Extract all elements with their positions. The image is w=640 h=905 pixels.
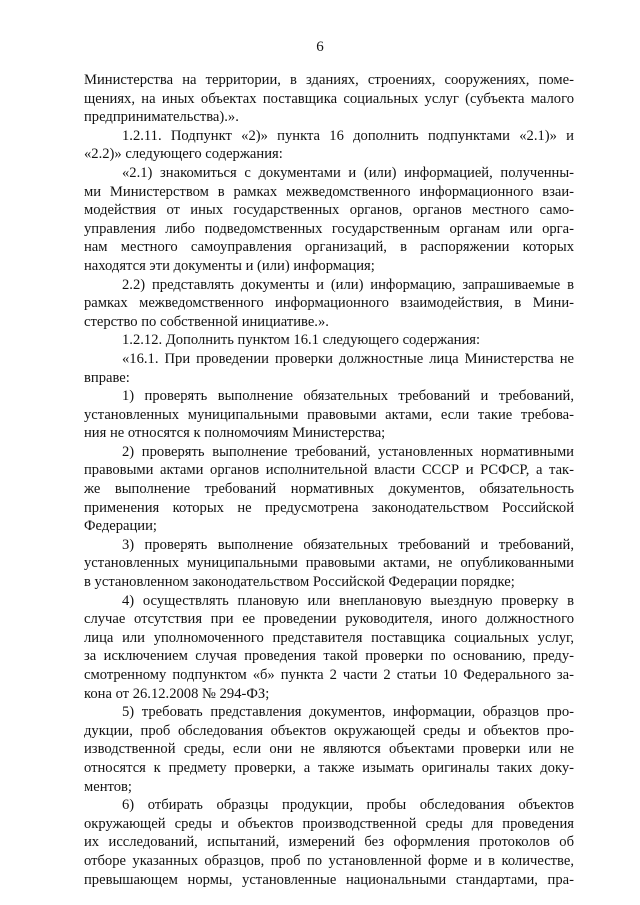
text-line: ния не относятся к полномочиям Министерства; (84, 425, 386, 442)
text-line: в установленном законодательством Российской Федерации порядке; (84, 574, 515, 591)
text-line: рамках межведомственного информационного взаимодействия, в Мини- (84, 295, 574, 312)
text-line: лица или уполномоченного представителя поставщика социальных услуг, (84, 629, 574, 646)
text-line: предпринимательства).». (84, 109, 239, 126)
text-line: же выполнение требований нормативных документов, обязательность (84, 481, 574, 498)
text-line: управления либо подведомственных государственным органам или орга- (84, 220, 574, 237)
text-line: ми Министерством в рамках межведомственного информационного взаи- (84, 183, 574, 200)
text-line: смотренному подпунктом «б» пункта 2 части 2 статьи 10 Федерального за- (84, 667, 574, 683)
text-line: «2.1) знакомиться с документами и (или) информацией, полученны- (122, 164, 574, 181)
text-line: 4) осуществлять плановую или внеплановую выездную проверку в (122, 592, 574, 609)
text-line: 2) проверять выполнение требований, установленных нормативными (122, 443, 574, 460)
text-line: щениях, на иных объектах поставщика социальных услуг (субъекта малого (84, 90, 574, 107)
text-line: кона от 26.12.2008 № 294-ФЗ; (84, 685, 270, 702)
text-line: дукции, проб обследования объектов окружающей среды и объектов про- (84, 722, 574, 739)
text-line: 5) требовать представления документов, информации, образцов про- (122, 704, 574, 721)
body-text (84, 71, 574, 889)
page-number: 6 (316, 39, 324, 55)
text-line: модействия от иных государственных органов, органов местного само- (84, 202, 574, 219)
text-line: 1.2.12. Дополнить пунктом 16.1 следующего содержания: (122, 332, 481, 349)
text-line: установленных муниципальными правовыми актами, не опубликованными (84, 555, 574, 572)
text-line: находятся эти документы и (или) информация; (84, 257, 375, 274)
text-line: Федерации; (84, 518, 157, 535)
text-line: их исследований, испытаний, измерений без оформления протоколов об (84, 834, 574, 851)
text-line: 6) отбирать образцы продукции, пробы обследования объектов (122, 797, 574, 814)
text-line: вправе: (84, 369, 130, 386)
text-line: стерство по собственной инициативе.». (84, 313, 329, 330)
text-line: относятся к предмету проверки, а также изымать оригиналы таких доку- (84, 759, 574, 776)
text-line: окружающей среды и объектов производственной среды для проведения (84, 815, 574, 832)
text-line: 2.2) представлять документы и (или) информацию, запрашиваемые в (122, 276, 574, 293)
text-line: «16.1. При проведении проверки должностные лица Министерства не (122, 350, 574, 367)
text-line: нам местного самоуправления организаций, в распоряжении которых (84, 239, 574, 256)
text-line: ментов; (84, 778, 132, 795)
text-line: Министерства на территории, в зданиях, строениях, сооружениях, поме- (84, 72, 574, 88)
text-line: 3) проверять выполнение обязательных требований и требований, (122, 536, 574, 553)
text-line: изводственной среды, если они не являются объектами проверки или не (84, 741, 574, 758)
text-line: случае отсутствия при ее проведении руководителя, иного должностного (84, 611, 574, 628)
text-line: 1.2.11. Подпункт «2)» пункта 16 дополнить подпунктами «2.1)» и (122, 127, 574, 144)
text-line: за исключением случая проведения такой проверки по основанию, преду- (84, 648, 574, 665)
text-line: 1) проверять выполнение обязательных требований и требований, (122, 388, 574, 405)
text-line: установленных муниципальными правовыми актами, если такие требова- (84, 406, 574, 423)
text-line: применения которых не предусмотрена законодательством Российской (84, 499, 574, 516)
text-line: «2.2)» следующего содержания: (84, 146, 283, 163)
text-line: правовыми актами органов исполнительной власти СССР и РСФСР, а так- (84, 462, 574, 479)
text-line: превышающем нормы, установленные национальными стандартами, пра- (84, 871, 574, 888)
text-line: отборе указанных образцов, проб по установленной форме и в количестве, (84, 852, 574, 869)
